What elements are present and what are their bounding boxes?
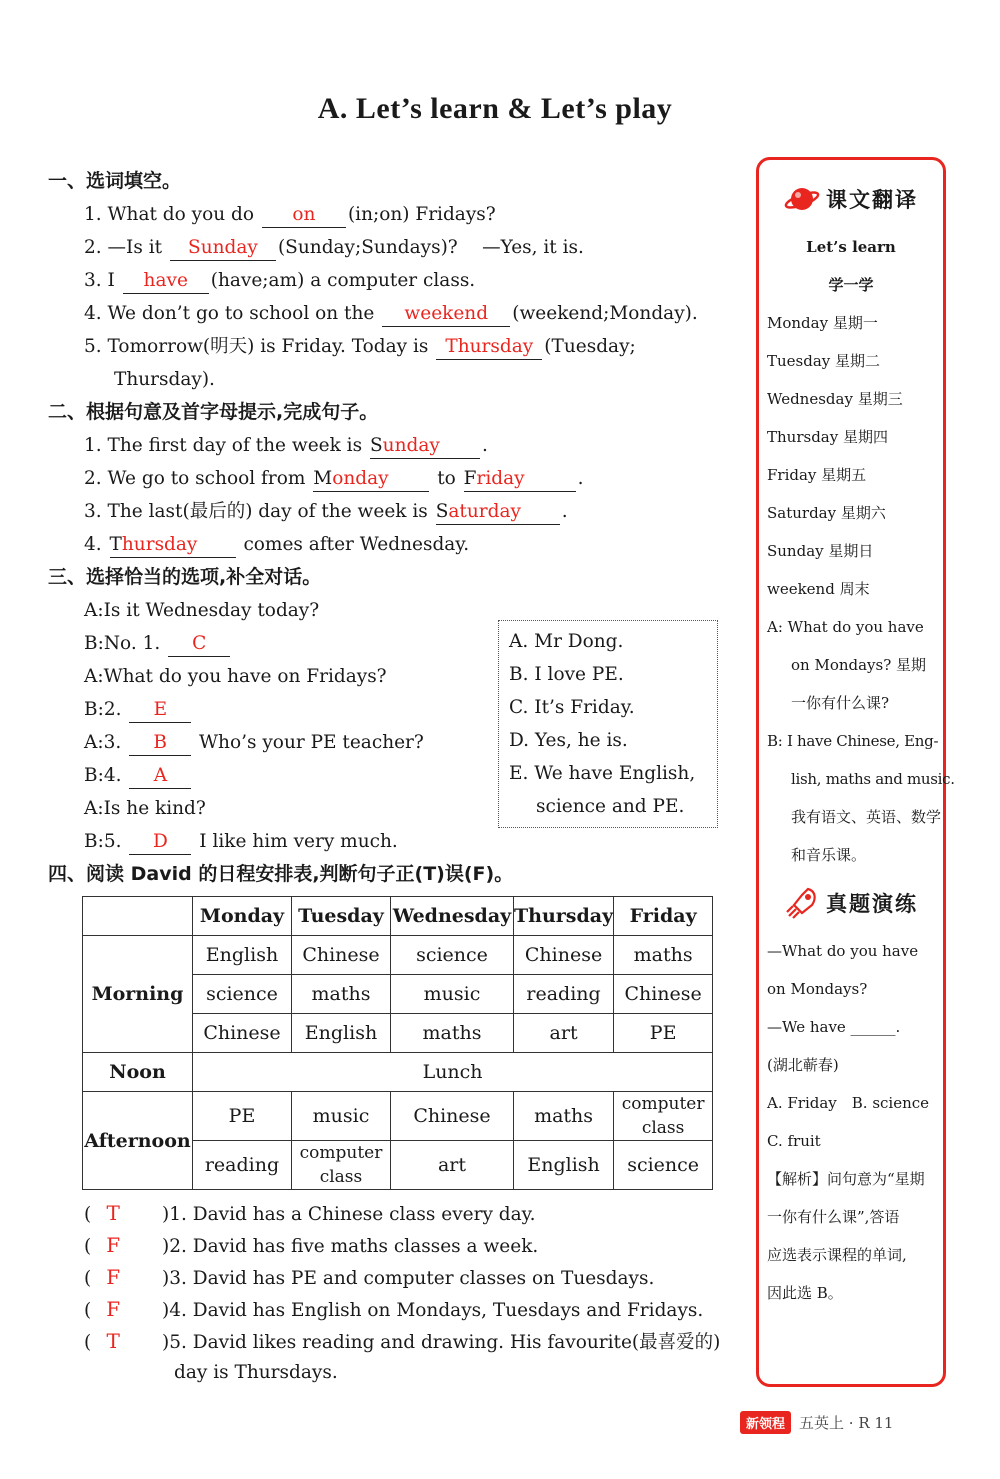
s1-item-text: 2. —Is it xyxy=(84,237,163,258)
initial-letter: S xyxy=(435,501,449,522)
row-header-noon: Noon xyxy=(83,1053,193,1092)
translation-line: A: What do you have xyxy=(767,618,924,636)
translation-line: lish, maths and music. xyxy=(791,770,955,788)
dialog-text: Who’s your PE teacher? xyxy=(199,732,424,753)
exam-line: 【解析】问句意为“星期 xyxy=(767,1170,925,1188)
answer-text: A xyxy=(153,765,168,786)
table-cell: music xyxy=(292,1092,391,1141)
vocab-item: Monday 星期一 xyxy=(767,314,878,332)
table-cell: maths xyxy=(391,1014,514,1053)
answer-text: riday xyxy=(476,468,525,489)
option-d: D. Yes, he is. xyxy=(509,730,628,751)
s2-item-text: . xyxy=(481,435,488,456)
table-cell: Chinese xyxy=(614,975,713,1014)
s2-item-text: comes after Wednesday. xyxy=(243,534,470,555)
s2-item-2 xyxy=(48,462,748,495)
dialog-text: 3. xyxy=(103,732,122,753)
table-cell: computer class xyxy=(292,1141,391,1190)
answer-text: Sunday xyxy=(188,237,258,258)
dialog-text: 4. xyxy=(103,765,122,786)
vocab-item: Wednesday 星期三 xyxy=(767,390,903,408)
table-cell: PE xyxy=(193,1092,292,1141)
answer-blank[interactable] xyxy=(129,698,191,723)
rocket-icon xyxy=(784,885,820,921)
options-box xyxy=(498,620,718,828)
exam-line: —We have ______. xyxy=(767,1018,901,1036)
dialog-text: No. 1. xyxy=(103,633,161,654)
answer-blank[interactable] xyxy=(313,467,429,492)
table-cell-lunch: Lunch xyxy=(193,1053,713,1092)
section-3-heading: 三、选择恰当的选项,补全对话。 xyxy=(48,566,322,588)
sidebar-heading-exam xyxy=(767,874,935,932)
exam-line: A. Friday B. science xyxy=(767,1094,930,1112)
exam-line: 应选表示课程的单词, xyxy=(767,1246,907,1264)
paren-open: ( xyxy=(84,1236,92,1257)
table-cell: science xyxy=(193,975,292,1014)
column-header: Thursday xyxy=(514,897,614,936)
table-cell: music xyxy=(391,975,514,1014)
vocab-item: Sunday 星期日 xyxy=(767,542,874,560)
answer-text: T xyxy=(106,1201,120,1225)
speaker: A: xyxy=(84,666,104,687)
answer-text: F xyxy=(106,1233,121,1257)
judgement-item xyxy=(84,1229,764,1261)
table-cell: English xyxy=(292,1014,391,1053)
s2-item-text: to xyxy=(437,468,456,489)
dialog-text: 2. xyxy=(103,699,122,720)
paren-open: ( xyxy=(84,1268,92,1289)
speaker: A: xyxy=(84,798,104,819)
s1-item-text: (have;am) a computer class. xyxy=(210,270,476,291)
s2-item-text: 3. The last(最后的) day of the week is xyxy=(84,501,428,522)
answer-blank[interactable] xyxy=(170,236,276,261)
answer-paren[interactable] xyxy=(84,1325,162,1359)
s1-item-3 xyxy=(48,264,748,297)
table-cell: maths xyxy=(614,936,713,975)
schedule-table xyxy=(82,896,713,1190)
sidebar-subtitle: Let’s learn xyxy=(806,238,896,256)
s1-item-text: 5. Tomorrow(明天) is Friday. Today is xyxy=(84,336,429,357)
vocab-item: Thursday 星期四 xyxy=(767,428,888,446)
initial-letter: F xyxy=(463,468,477,489)
initial-letter: M xyxy=(313,468,333,489)
s1-item-5 xyxy=(48,330,748,363)
column-header: Friday xyxy=(614,897,713,936)
exam-line: 一你有什么课”,答语 xyxy=(767,1208,900,1226)
page-number: 五英上 · R 11 xyxy=(799,1413,894,1432)
translation-line: B: I have Chinese, Eng- xyxy=(767,732,939,750)
table-corner xyxy=(83,897,193,936)
table-cell: Chinese xyxy=(391,1092,514,1141)
translation-line: on Mondays? 星期 xyxy=(791,656,927,674)
answer-blank[interactable] xyxy=(262,203,346,228)
table-cell: art xyxy=(391,1141,514,1190)
exam-line: —What do you have xyxy=(767,942,919,960)
translation-line: 一你有什么课? xyxy=(791,694,890,712)
table-cell: PE xyxy=(614,1014,713,1053)
answer-blank[interactable] xyxy=(123,269,209,294)
paren-open: ( xyxy=(84,1300,92,1321)
s2-item-text: 1. The first day of the week is xyxy=(84,435,363,456)
s2-item-text: . xyxy=(577,468,584,489)
answer-blank[interactable] xyxy=(129,764,191,789)
table-cell: science xyxy=(614,1141,713,1190)
translation-line: 我有语文、英语、数学 xyxy=(791,808,942,826)
planet-icon xyxy=(784,181,820,217)
answer-text: F xyxy=(106,1297,121,1321)
s1-item-2 xyxy=(48,231,748,264)
speaker: B: xyxy=(84,765,104,786)
answer-blank[interactable] xyxy=(382,302,510,327)
column-header: Tuesday xyxy=(292,897,391,936)
answer-text: on xyxy=(292,204,316,225)
sidebar-heading-text: 课文翻译 xyxy=(826,188,918,212)
speaker: A: xyxy=(84,732,104,753)
answer-text: C xyxy=(192,633,207,654)
vocab-item: Saturday 星期六 xyxy=(767,504,886,522)
table-cell: reading xyxy=(193,1141,292,1190)
s1-item-text: (in;on) Fridays? xyxy=(347,204,496,225)
brand-tag: 新领程 xyxy=(740,1411,791,1434)
answer-text: onday xyxy=(332,468,389,489)
dialog-text: 5. xyxy=(103,831,122,852)
speaker: B: xyxy=(84,699,104,720)
paren-open: ( xyxy=(84,1204,92,1225)
table-cell: maths xyxy=(292,975,391,1014)
answer-text: E xyxy=(153,699,168,720)
judgement-item xyxy=(84,1261,764,1293)
s1-item-4 xyxy=(48,297,748,330)
s1-item-text: 3. I xyxy=(84,270,115,291)
answer-text: hursday xyxy=(121,534,198,555)
option-e: E. We have English, xyxy=(509,763,696,784)
judgement-item-cont: day is Thursdays. xyxy=(174,1362,338,1383)
dialog-text: I like him very much. xyxy=(199,831,398,852)
sidebar-heading-translation xyxy=(767,170,935,228)
sidebar-panel xyxy=(756,157,955,1387)
option-c: C. It’s Friday. xyxy=(509,697,635,718)
sidebar-heading-text: 真题演练 xyxy=(826,892,918,916)
judgement-text: )4. David has English on Mondays, Tuesdays and Fridays. xyxy=(162,1300,704,1321)
exam-line: (湖北蕲春) xyxy=(767,1056,839,1074)
s1-item-text: 4. We don’t go to school on the xyxy=(84,303,375,324)
exam-line: on Mondays? xyxy=(767,980,868,998)
answer-blank[interactable] xyxy=(436,500,560,525)
judgement-text: )5. David likes reading and drawing. His favourite(最喜爱的) xyxy=(162,1332,721,1353)
speaker: B: xyxy=(84,831,104,852)
s1-item-1 xyxy=(48,198,748,231)
answer-paren[interactable] xyxy=(84,1293,162,1327)
vocab-item: Tuesday 星期二 xyxy=(767,352,881,370)
answer-blank[interactable] xyxy=(436,335,542,360)
s2-item-text: . xyxy=(561,501,568,522)
s1-item-text: (Tuesday; xyxy=(544,336,636,357)
paren-open: ( xyxy=(84,1332,92,1353)
judgement-text: )3. David has PE and computer classes on Tuesdays. xyxy=(162,1268,655,1289)
answer-paren[interactable] xyxy=(84,1197,162,1231)
table-cell: English xyxy=(514,1141,614,1190)
table-cell: Chinese xyxy=(193,1014,292,1053)
section-2-heading: 二、根据句意及首字母提示,完成句子。 xyxy=(48,401,379,423)
table-cell: reading xyxy=(514,975,614,1014)
table-cell: computer class xyxy=(614,1092,713,1141)
judgement-text: )1. David has a Chinese class every day. xyxy=(162,1204,536,1225)
s1-item-text: (Sunday;Sundays)? —Yes, it is. xyxy=(277,237,584,258)
s2-item-text: 4. xyxy=(84,534,102,555)
dialog-text: Is he kind? xyxy=(103,798,206,819)
answer-text: F xyxy=(106,1265,121,1289)
answer-text: B xyxy=(153,732,167,753)
s1-item-5-cont: Thursday). xyxy=(114,369,215,390)
answer-blank[interactable] xyxy=(370,434,480,459)
initial-letter: T xyxy=(109,534,122,555)
answer-text: D xyxy=(152,831,168,852)
exam-line: 因此选 B。 xyxy=(767,1284,843,1302)
answer-text: Thursday xyxy=(445,336,534,357)
answer-blank[interactable] xyxy=(168,632,230,657)
table-cell: maths xyxy=(514,1092,614,1141)
initial-letter: S xyxy=(369,435,383,456)
translation-line: 和音乐课。 xyxy=(791,846,867,864)
table-cell: English xyxy=(193,936,292,975)
answer-paren[interactable] xyxy=(84,1261,162,1295)
dialog-text: What do you have on Fridays? xyxy=(103,666,387,687)
sidebar-subtitle: 学一学 xyxy=(828,276,874,294)
table-cell: science xyxy=(391,936,514,975)
column-header: Wednesday xyxy=(391,897,514,936)
answer-text: T xyxy=(106,1329,120,1353)
exam-line: C. fruit xyxy=(767,1132,821,1150)
page-footer xyxy=(740,1410,893,1434)
answer-text: aturday xyxy=(448,501,521,522)
judgement-item xyxy=(84,1197,764,1229)
answer-blank[interactable] xyxy=(464,467,576,492)
row-header-morning: Morning xyxy=(83,936,193,1053)
answer-paren[interactable] xyxy=(84,1229,162,1263)
s1-item-text: (weekend;Monday). xyxy=(512,303,698,324)
speaker: A: xyxy=(84,600,104,621)
option-e-cont: science and PE. xyxy=(536,796,685,817)
option-a: A. Mr Dong. xyxy=(509,631,624,652)
speaker: B: xyxy=(84,633,104,654)
answer-text: weekend xyxy=(404,303,489,324)
s1-item-text: 1. What do you do xyxy=(84,204,255,225)
judgement-text: )2. David has five maths classes a week. xyxy=(162,1236,539,1257)
answer-blank[interactable] xyxy=(129,731,191,756)
table-cell: Chinese xyxy=(292,936,391,975)
table-cell: Chinese xyxy=(514,936,614,975)
section-1-heading: 一、选词填空。 xyxy=(48,170,182,192)
s2-item-text: 2. We go to school from xyxy=(84,468,306,489)
judgement-item xyxy=(84,1293,764,1325)
answer-blank[interactable] xyxy=(129,830,191,855)
vocab-item: weekend 周末 xyxy=(767,580,870,598)
page-title: A. Let’s learn & Let’s play xyxy=(317,92,673,125)
answer-text: have xyxy=(143,270,188,291)
section-4-heading: 四、阅读 David 的日程安排表,判断句子正(T)误(F)。 xyxy=(48,863,514,885)
answer-blank[interactable] xyxy=(110,533,236,558)
column-header: Monday xyxy=(193,897,292,936)
option-b: B. I love PE. xyxy=(509,664,624,685)
s2-item-4 xyxy=(48,528,748,561)
table-cell: art xyxy=(514,1014,614,1053)
s2-item-1 xyxy=(48,429,748,462)
row-header-afternoon: Afternoon xyxy=(83,1092,193,1190)
dialog-line xyxy=(48,825,748,858)
vocab-item: Friday 星期五 xyxy=(767,466,867,484)
judgement-list xyxy=(84,1197,764,1389)
answer-text: unday xyxy=(382,435,440,456)
dialog-text: Is it Wednesday today? xyxy=(103,600,320,621)
judgement-item xyxy=(84,1325,764,1357)
s2-item-3 xyxy=(48,495,748,528)
